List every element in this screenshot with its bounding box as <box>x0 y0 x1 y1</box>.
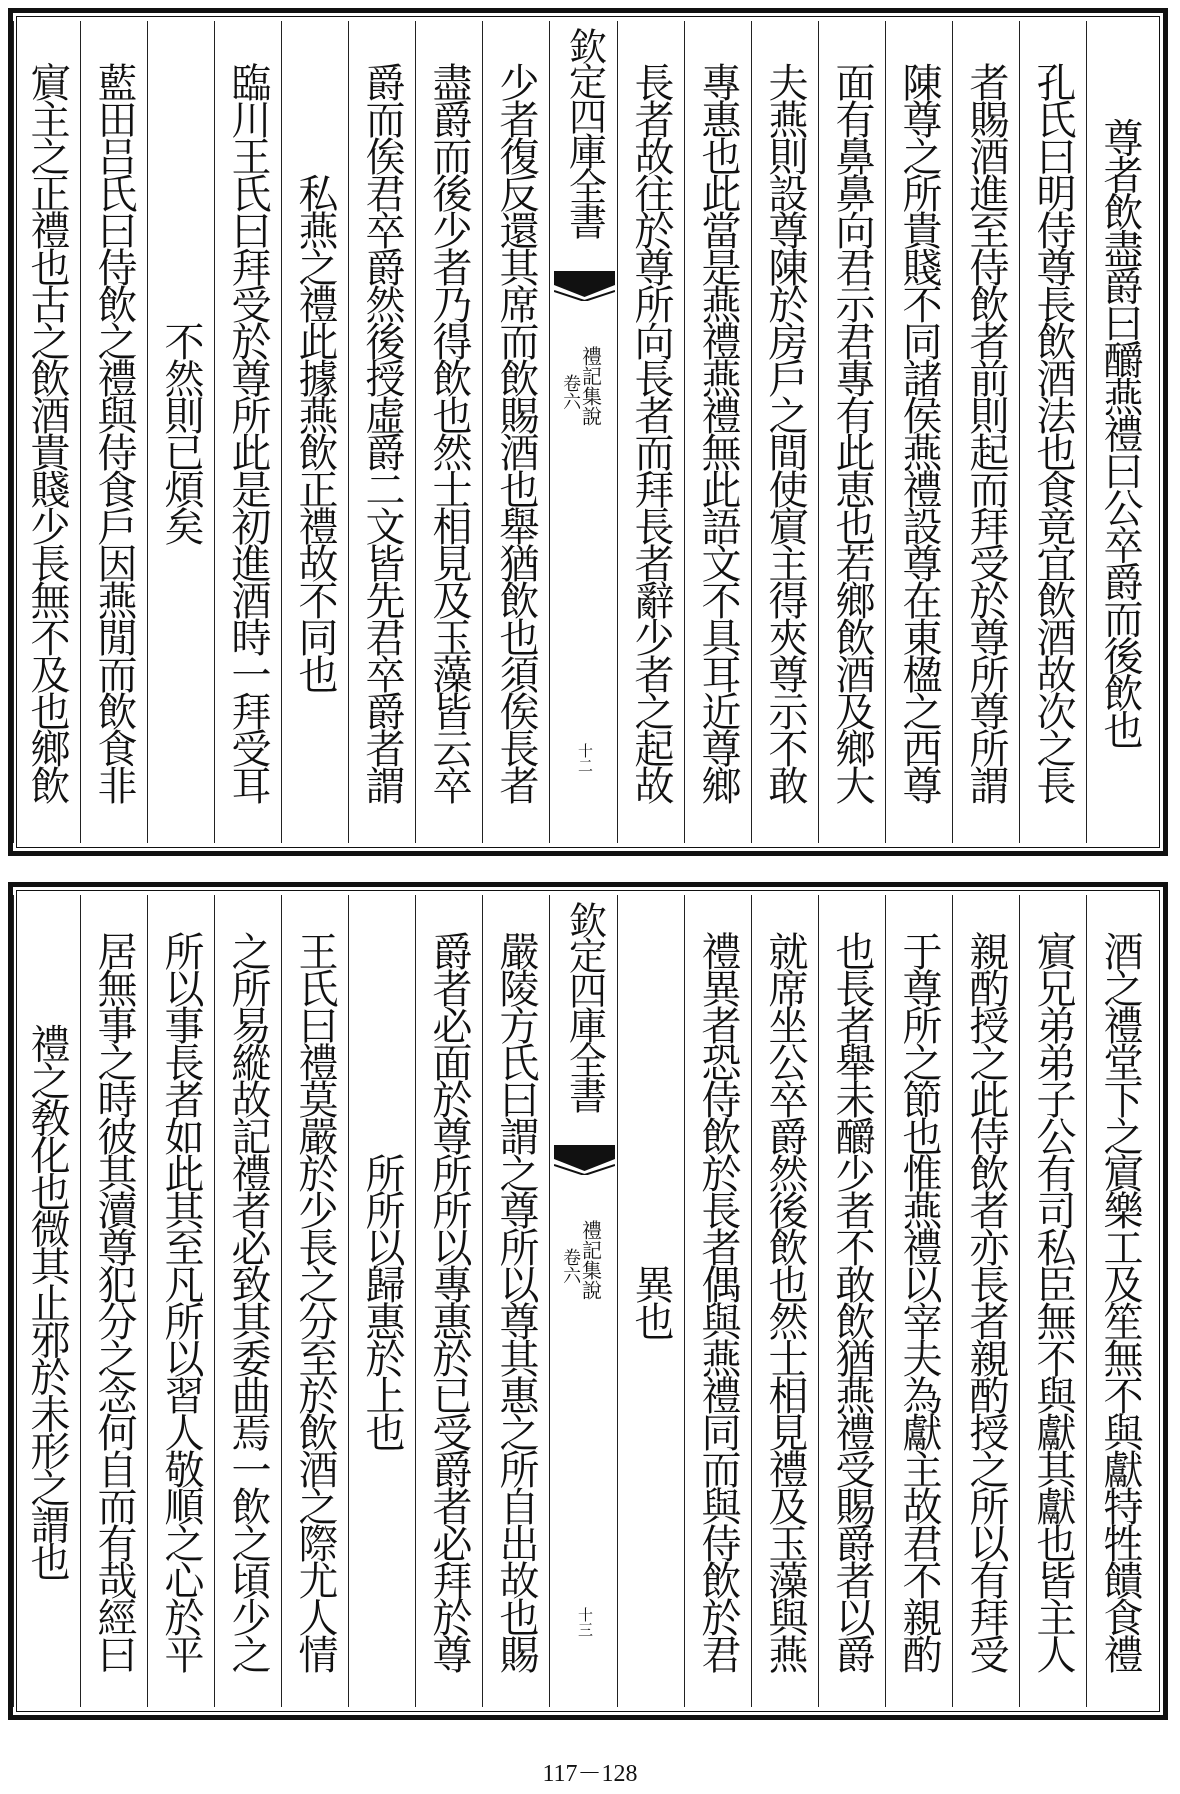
column-text: 之所易縱故記禮者必致其委曲焉一飲之頃少之 <box>225 931 271 1671</box>
column-text: 長者故往於尊所向長者而拜長者辭少者之起故 <box>628 62 674 802</box>
text-column <box>482 895 549 1707</box>
column-text: 王氏曰禮莫嚴於少長之分至於飲酒之際尤人情 <box>292 931 338 1671</box>
page-lower <box>8 882 1168 1720</box>
column-text: 者賜酒進至侍飲者前則起而拜受於尊所尊所謂 <box>963 62 1009 802</box>
text-column <box>348 895 415 1707</box>
text-column <box>1086 21 1153 843</box>
column-text: 不然則已煩矣 <box>158 321 204 543</box>
text-column <box>214 895 281 1707</box>
column-text: 爵者必面於尊所所以專惠於已受爵者必拜於尊 <box>426 931 472 1671</box>
text-column <box>952 21 1019 843</box>
text-column <box>147 21 214 843</box>
text-column <box>13 21 80 843</box>
text-column <box>80 21 147 843</box>
column-text: 賔兄弟弟子公有司私臣無不與獻其獻也皆主人 <box>1030 931 1076 1671</box>
column-text: 嚴陵方氏曰謂之尊所以尊其惠之所自出故也賜 <box>493 931 539 1671</box>
column-text: 酒之禮堂下之賔樂工及笙無不與獻特牲饋食禮 <box>1097 931 1143 1671</box>
fish-tail-ornament <box>554 1145 615 1175</box>
text-column <box>684 895 751 1707</box>
text-column <box>348 21 415 843</box>
column-text: 賔主之正禮也古之飲酒貴賤少長無不及也鄉飲 <box>24 62 70 802</box>
text-column <box>952 895 1019 1707</box>
column-text: 私燕之禮此據燕飲正禮故不同也 <box>292 173 338 691</box>
book-title: 欽定四庫全書 <box>562 901 607 1111</box>
text-column <box>751 895 818 1707</box>
book-title: 欽定四庫全書 <box>562 27 607 237</box>
column-text: 所所以歸惠於上也 <box>359 1153 405 1449</box>
page-upper <box>8 8 1168 856</box>
column-text: 面有鼻鼻向君示君專有此恵也若鄉飲酒及鄉大 <box>829 62 875 802</box>
column-text: 專惠也此當是燕禮燕禮無此語文不具耳近尊鄉 <box>695 62 741 802</box>
folio-number: 十二 <box>576 743 594 773</box>
text-column <box>885 895 952 1707</box>
center-fold-column <box>549 21 619 843</box>
text-column <box>80 895 147 1707</box>
book-subtitle: 禮記集說 <box>578 1220 603 1300</box>
text-column <box>617 21 684 843</box>
text-column <box>885 21 952 843</box>
text-column <box>684 21 751 843</box>
column-text: 尊者飲盡爵曰釂燕禮曰公卒爵而後飲也 <box>1097 117 1143 747</box>
text-column <box>818 895 885 1707</box>
text-column <box>1019 21 1086 843</box>
book-subtitle: 禮記集說 <box>578 346 603 426</box>
column-text: 爵而俟君卒爵然後授虛爵二文皆先君卒爵者謂 <box>359 62 405 802</box>
text-column <box>214 21 281 843</box>
column-text: 盡爵而後少者乃得飲也然士相見及玉藻皆云卒 <box>426 62 472 802</box>
text-column <box>818 21 885 843</box>
fish-tail-ornament <box>554 271 615 301</box>
text-column <box>281 21 348 843</box>
volume-label: 卷六 <box>560 374 582 410</box>
column-text: 孔氏曰明侍尊長飲酒法也食竟宜飲酒故次之長 <box>1030 62 1076 802</box>
folio-number: 十三 <box>576 1607 594 1637</box>
center-fold-column <box>549 895 619 1707</box>
text-column <box>415 895 482 1707</box>
text-column <box>13 895 80 1707</box>
column-text: 親酌授之此侍飲者亦長者親酌授之所以有拜受 <box>963 931 1009 1671</box>
text-column <box>147 895 214 1707</box>
volume-label: 卷六 <box>560 1248 582 1284</box>
text-column <box>1086 895 1153 1707</box>
text-column <box>751 21 818 843</box>
text-column <box>281 895 348 1707</box>
column-text: 于尊所之節也惟燕禮以宰夫為獻主故君不親酌 <box>896 931 942 1671</box>
text-column <box>415 21 482 843</box>
text-column <box>482 21 549 843</box>
column-text: 禮之敎化也微其止邪於未形之謂也 <box>24 1023 70 1579</box>
column-text: 少者復反還其席而飲賜酒也舉猶飲也須俟長者 <box>493 62 539 802</box>
text-column <box>1019 895 1086 1707</box>
column-text: 所以事長者如此其至凡所以習人敬順之心於平 <box>158 931 204 1671</box>
column-text: 異也 <box>628 1264 674 1338</box>
page-number-footer: 117－128 <box>542 1761 638 1787</box>
column-text: 夫燕則設尊陳於房戶之間使賔主得夾尊示不敢 <box>762 62 808 802</box>
column-text: 就席坐公卒爵然後飲也然士相見禮及玉藻與燕 <box>762 931 808 1671</box>
column-text: 陳尊之所貴賤不同諸侯燕禮設尊在東楹之西尊 <box>896 62 942 802</box>
text-column <box>617 895 684 1707</box>
column-text: 藍田吕氏曰侍飲之禮與侍食戶因燕閒而飲食非 <box>91 62 137 802</box>
column-text: 居無事之時彼其瀆尊犯分之念何自而有哉經曰 <box>91 931 137 1671</box>
column-text: 也長者舉未釂少者不敢飲猶燕禮受賜爵者以爵 <box>829 931 875 1671</box>
column-text: 禮異者恐侍飲於長者偶與燕禮同而與侍飲於君 <box>695 931 741 1671</box>
column-text: 臨川王氏曰拜受於尊所此是初進酒時一拜受耳 <box>225 62 271 802</box>
